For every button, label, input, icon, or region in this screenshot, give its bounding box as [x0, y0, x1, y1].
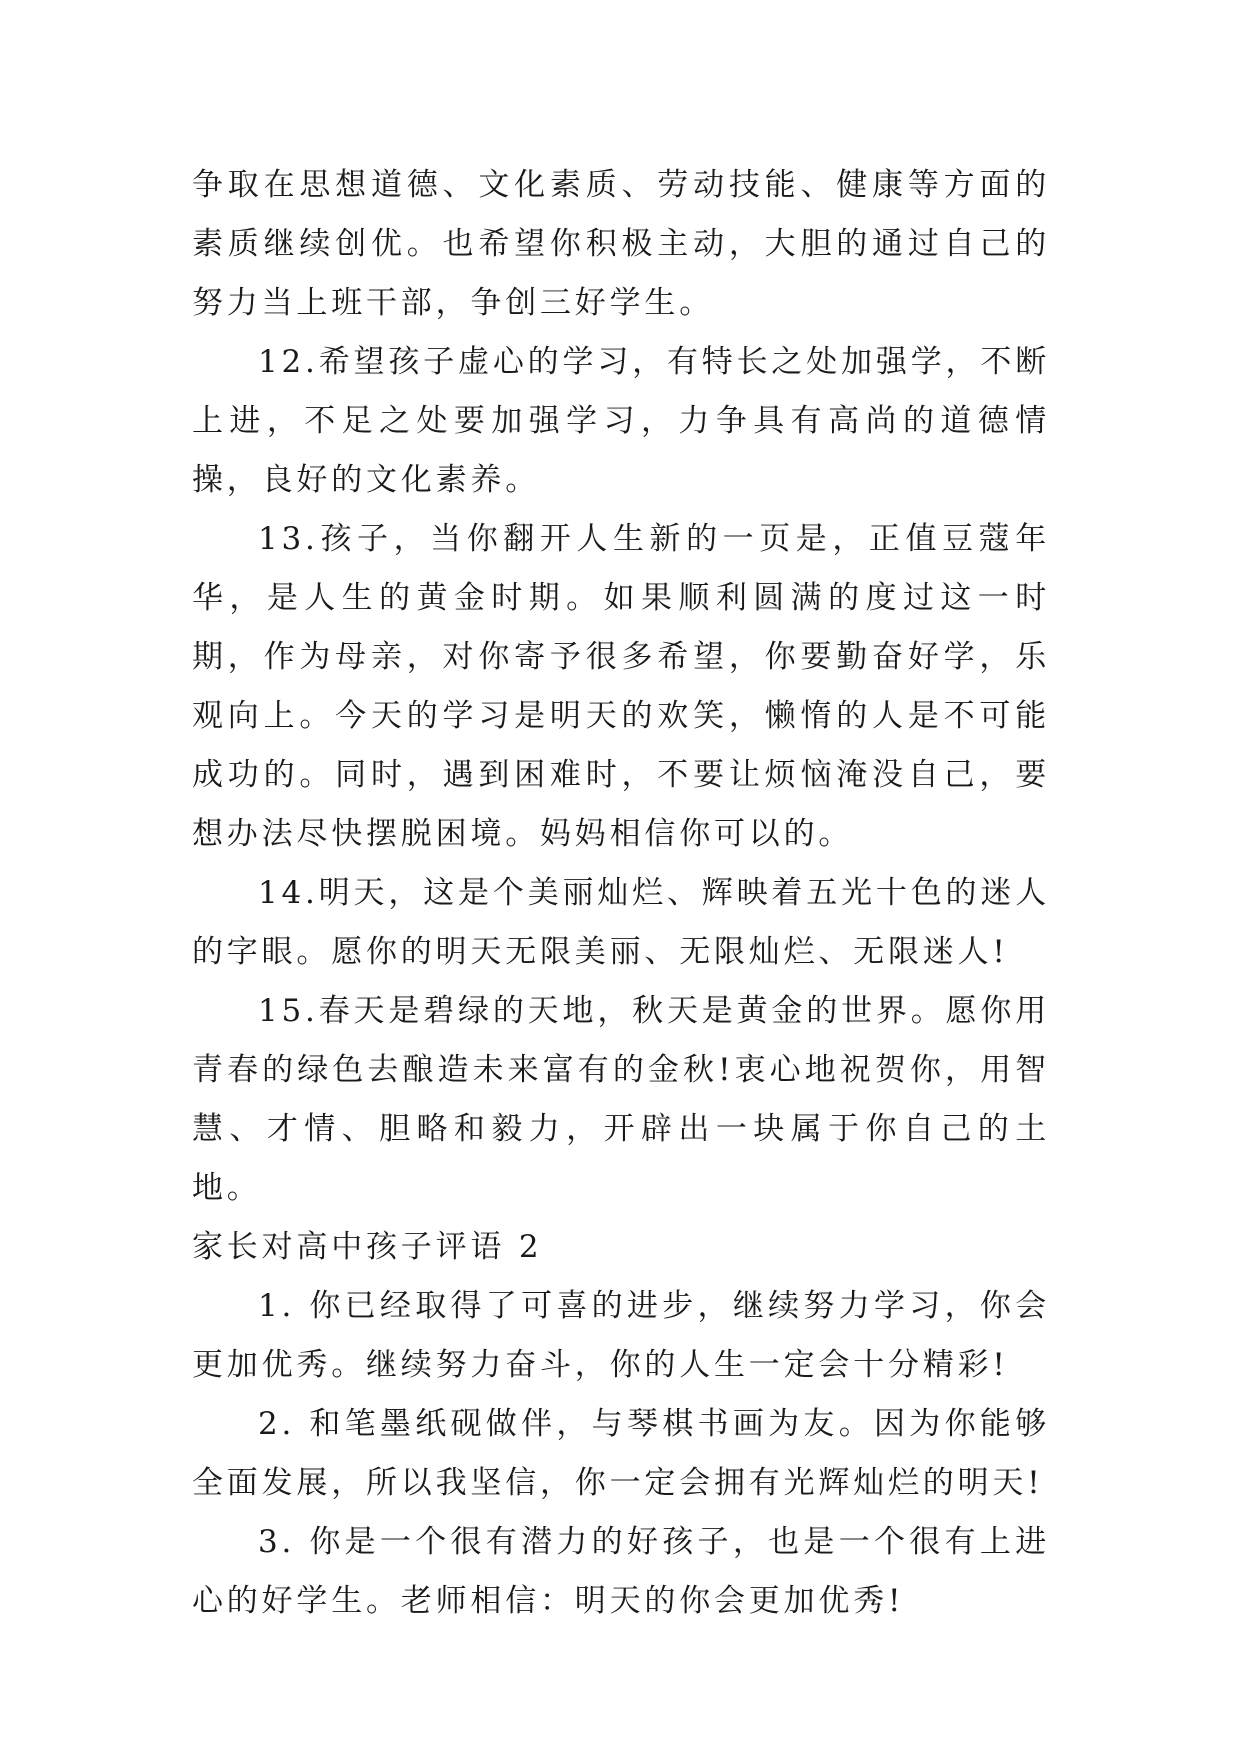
paragraph-item-14: 14.明天，这是个美丽灿烂、辉映着五光十色的迷人的字眼。愿你的明天无限美丽、无限灿烂、无限迷人! [192, 875, 1050, 970]
paragraph-item-15: 15.春天是碧绿的天地，秋天是黄金的世界。愿你用青春的绿色去酿造未来富有的金秋!衷心地祝贺你，用智慧、才情、胆略和毅力，开辟出一块属于你自己的土地。 [192, 993, 1050, 1206]
section-heading: 家长对高中孩子评语 2 [192, 1229, 543, 1265]
paragraph-continued: 争取在思想道德、文化素质、劳动技能、健康等方面的素质继续创优。也希望你积极主动，大胆的通过自己的努力当上班干部，争创三好学生。 [192, 167, 1050, 321]
paragraph-item-13: 13.孩子，当你翻开人生新的一页是，正值豆蔻年华，是人生的黄金时期。如果顺利圆满的度过这一时期，作为母亲，对你寄予很多希望，你要勤奋好学，乐观向上。今天的学习是明天的欢笑，懒惰的人是不可能成功的。同时，遇到困难时，不要让烦恼淹没自己，要想办法尽快摆脱困境。妈妈相信你可以的。 [192, 521, 1050, 852]
paragraph-item-12: 12.希望孩子虚心的学习，有特长之处加强学，不断上进，不足之处要加强学习，力争具有高尚的道德情操，良好的文化素养。 [192, 344, 1050, 498]
paragraph-item-2: 2. 和笔墨纸砚做伴，与琴棋书画为友。因为你能够全面发展，所以我坚信，你一定会拥有光辉灿烂的明天! [192, 1406, 1050, 1501]
paragraph-item-3: 3. 你是一个很有潜力的好孩子，也是一个很有上进心的好学生。老师相信：明天的你会更加优秀! [192, 1524, 1050, 1619]
paragraph-item-1: 1. 你已经取得了可喜的进步，继续努力学习，你会更加优秀。继续努力奋斗，你的人生一定会十分精彩! [192, 1288, 1050, 1383]
document-page [192, 156, 1050, 1631]
